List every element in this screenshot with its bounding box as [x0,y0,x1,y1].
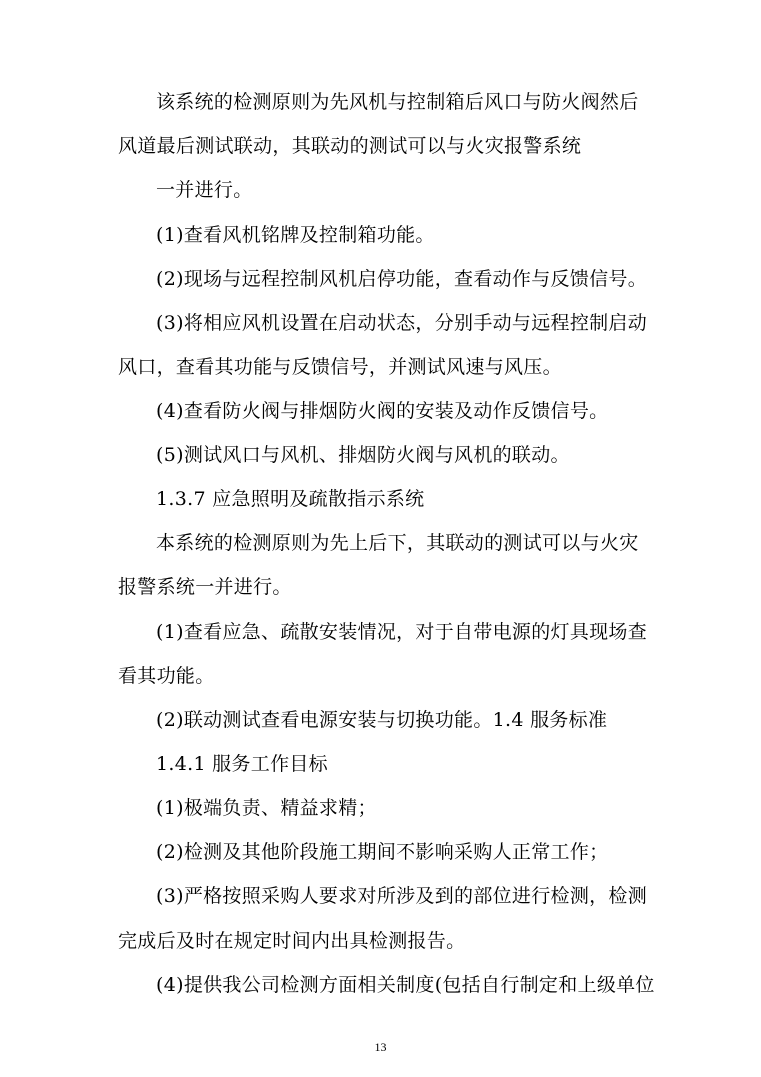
list-item: (2)现场与远程控制风机启停功能，查看动作与反馈信号。 [156,268,648,290]
list-item: (3)严格按照采购人要求对所涉及到的部位进行检测，检测 [156,885,648,907]
list-item: (1)查看应急、疏散安装情况，对于自带电源的灯具现场查 [156,621,648,643]
list-item: (2)检测及其他阶段施工期间不影响采购人正常工作； [156,841,609,863]
paragraph-line: 一并进行。 [156,179,253,201]
list-item: (2)联动测试查看电源安装与切换功能。1.4 服务标准 [156,709,608,731]
paragraph-line: 报警系统一并进行。 [118,576,292,598]
section-heading: 1.4.1 服务工作目标 [156,753,328,775]
paragraph-line: 该系统的检测原则为先风机与控制箱后风口与防火阀然后 [156,91,639,113]
list-item: (4)提供我公司检测方面相关制度(包括自行制定和上级单位 [156,974,655,996]
list-item: (1)极端负责、精益求精； [156,797,377,819]
paragraph-line: 风道最后测试联动，其联动的测试可以与火灾报警系统 [118,135,582,157]
page-number: 13 [374,1040,387,1054]
list-item: (1)查看风机铭牌及控制箱功能。 [156,224,435,246]
list-item: 看其功能。 [118,665,215,687]
list-item: 完成后及时在规定时间内出具检测报告。 [118,930,466,952]
section-heading: 1.3.7 应急照明及疏散指示系统 [156,488,425,510]
paragraph-line: 本系统的检测原则为先上后下，其联动的测试可以与火灾 [156,532,639,554]
list-item: 风口，查看其功能与反馈信号，并测试风速与风压。 [118,356,562,378]
list-item: (5)测试风口与风机、排烟防火阀与风机的联动。 [156,444,570,466]
list-item: (4)查看防火阀与排烟防火阀的安装及动作反馈信号。 [156,400,609,422]
list-item: (3)将相应风机设置在启动状态，分别手动与远程控制启动 [156,312,648,334]
